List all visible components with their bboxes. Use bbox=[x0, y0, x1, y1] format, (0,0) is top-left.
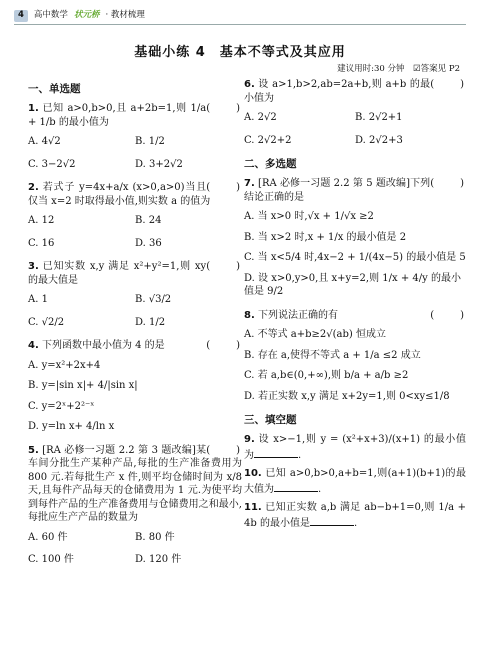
question-number: 8. bbox=[244, 309, 255, 321]
option-choice[interactable]: C. y=2ˣ+2²⁻ˣ bbox=[28, 400, 95, 412]
question-text: 已知正实数 a,b 满足 ab−b+1=0,则 1/a + 4b 的最小值是 bbox=[244, 502, 467, 529]
question-number: 9. bbox=[244, 434, 255, 446]
option-choice[interactable]: A. 不等式 a+b≥2√(ab) 恒成立 bbox=[244, 329, 386, 341]
question-text: 已知实数 x,y 满足 x²+y²=1,则 xy 的最大值是 bbox=[28, 261, 207, 286]
answer-bracket: ( ) bbox=[430, 309, 466, 321]
section-name: · 教材梳理 bbox=[105, 10, 145, 21]
option-choice[interactable]: A. 60 件 bbox=[28, 531, 68, 543]
option-choice[interactable]: C. 若 a,b∈(0,+∞),则 b/a + a/b ≥2 bbox=[244, 370, 409, 382]
question-tail: . bbox=[353, 517, 358, 529]
option-choice[interactable]: C. 当 x<5/4 时,4x−2 + 1/(4x−5) 的最小值是 5 bbox=[244, 252, 466, 264]
question-text: 已知 a>0,b>0,且 a+2b=1,则 1/a + 1/b 的最小值为 bbox=[28, 103, 207, 128]
option-choice[interactable]: C. 2√2+2 bbox=[244, 134, 292, 146]
question-number: 11. bbox=[244, 502, 262, 514]
option-choice[interactable]: A. y=x²+2x+4 bbox=[28, 359, 101, 371]
option-choice[interactable]: D. 2√2+3 bbox=[355, 134, 403, 146]
option-choice[interactable]: D. 1/2 bbox=[135, 316, 166, 328]
question-number: 2. bbox=[28, 182, 39, 194]
question-number: 4. bbox=[28, 340, 39, 352]
option-list bbox=[28, 135, 242, 171]
question bbox=[244, 309, 466, 323]
answer-bracket: ( ) bbox=[430, 178, 466, 190]
question-text: [RA 必修一习题 2.2 第 3 题改编]某车间分批生产某种产品,每批的生产准备费用为 800 元.若每批生产 x 件,则平均仓储时间为 x/8 天,且每件产品每天的仓储费用为 1 元.为使平均到每件产品的生产准备费用与仓储费用之和最小,每批应生产产品的数量为 bbox=[28, 444, 242, 524]
answer-blank[interactable] bbox=[254, 447, 298, 458]
option-list bbox=[244, 111, 466, 147]
option-choice[interactable]: D. 120 件 bbox=[135, 554, 182, 566]
option-choice[interactable]: A. 2√2 bbox=[244, 112, 277, 123]
question bbox=[28, 260, 242, 287]
option-choice[interactable]: B. 1/2 bbox=[135, 136, 165, 148]
answer-bracket: ( ) bbox=[206, 340, 242, 352]
option-choice[interactable]: C. 3−2√2 bbox=[28, 158, 76, 170]
page-header bbox=[14, 8, 466, 25]
question-text: 下列函数中最小值为 4 的是 bbox=[41, 340, 165, 352]
answer-blank[interactable] bbox=[310, 515, 354, 526]
option-choice[interactable]: C. 100 件 bbox=[28, 554, 74, 566]
option-choice[interactable]: D. 3+2√2 bbox=[135, 158, 183, 170]
question-tail: . bbox=[318, 483, 322, 495]
right-column bbox=[244, 78, 466, 535]
question-tail: . bbox=[298, 449, 302, 461]
answer-bracket: ( ) bbox=[206, 103, 242, 115]
question-number: 5. bbox=[28, 444, 39, 456]
question-text: 已知 a>0,b>0,a+b=1,则(a+1)(b+1)的最大值为 bbox=[244, 468, 466, 495]
option-list bbox=[28, 359, 242, 434]
option-choice[interactable]: D. 设 x>0,y>0,且 x+y=2,则 1/x + 4/y 的最小值是 9/2 bbox=[244, 272, 461, 298]
section-heading: 一、单选题 bbox=[28, 83, 81, 95]
section-heading: 三、填空题 bbox=[244, 414, 297, 427]
option-list bbox=[244, 210, 466, 299]
time-note: 建议用时:30 分钟 ☑答案见 P2 bbox=[337, 64, 460, 74]
question bbox=[244, 177, 466, 204]
option-list bbox=[244, 328, 466, 403]
option-list bbox=[28, 293, 242, 329]
page-title: 基础小练 4 基本不等式及其应用 bbox=[134, 45, 346, 60]
question bbox=[244, 78, 466, 105]
brand-logo: 状元桥 bbox=[73, 10, 100, 21]
option-list bbox=[28, 214, 242, 250]
question-number: 7. bbox=[244, 178, 255, 190]
question-number: 10. bbox=[244, 468, 262, 480]
question bbox=[244, 433, 466, 462]
answer-bracket: ( ) bbox=[430, 79, 466, 90]
section-heading: 二、多选题 bbox=[244, 158, 297, 170]
question-text: [RA 必修一习题 2.2 第 5 题改编]下列结论正确的是 bbox=[244, 178, 431, 203]
option-choice[interactable]: B. 24 bbox=[135, 215, 162, 227]
answer-bracket: ( ) bbox=[206, 444, 242, 456]
question-number: 1. bbox=[28, 103, 39, 115]
question-number: 3. bbox=[28, 261, 39, 273]
option-choice[interactable]: B. 存在 a,使得不等式 a + 1/a ≤2 成立 bbox=[244, 349, 421, 361]
option-choice[interactable]: B. √3/2 bbox=[135, 294, 172, 306]
question-text: 设 x>−1,则 y = (x²+x+3)/(x+1) 的最小值为 bbox=[244, 434, 467, 461]
question bbox=[28, 444, 242, 525]
question bbox=[244, 467, 466, 496]
page-number: 4 bbox=[14, 10, 28, 21]
book-name: 高中数学 bbox=[33, 10, 68, 21]
option-choice[interactable]: D. y=ln x+ 4/ln x bbox=[28, 421, 115, 433]
option-choice[interactable]: B. y=|sin x|+ 4/|sin x| bbox=[28, 380, 138, 392]
answer-blank[interactable] bbox=[274, 481, 318, 492]
question-number: 6. bbox=[244, 79, 255, 90]
question-text: 下列说法正确的有 bbox=[257, 309, 338, 321]
option-choice[interactable]: B. 当 x>2 时,x + 1/x 的最小值是 2 bbox=[244, 231, 407, 243]
option-choice[interactable]: A. 1 bbox=[28, 294, 48, 306]
option-choice[interactable]: C. 16 bbox=[28, 237, 55, 249]
option-choice[interactable]: C. √2/2 bbox=[28, 316, 65, 328]
question bbox=[28, 339, 242, 353]
option-choice[interactable]: B. 2√2+1 bbox=[355, 112, 403, 123]
question bbox=[244, 501, 466, 530]
option-choice[interactable]: D. 36 bbox=[135, 237, 162, 249]
option-choice[interactable]: D. 若正实数 x,y 满足 x+2y=1,则 0<xy≤1/8 bbox=[244, 390, 450, 402]
option-choice[interactable]: A. 12 bbox=[28, 215, 55, 227]
question-text: 设 a>1,b>2,ab=2a+b,则 a+b 的最小值为 bbox=[244, 79, 431, 104]
answer-bracket: ( ) bbox=[206, 261, 242, 273]
question bbox=[28, 102, 242, 129]
question-text: 若式子 y=4x+a/x (x>0,a>0)当且仅当 x=2 时取得最小值,则实数 a 的值为 bbox=[28, 182, 211, 207]
option-list bbox=[28, 531, 242, 567]
answer-bracket: ( ) bbox=[206, 182, 242, 194]
question bbox=[28, 181, 242, 208]
option-choice[interactable]: A. 4√2 bbox=[28, 136, 61, 148]
option-choice[interactable]: A. 当 x>0 时,√x + 1/√x ≥2 bbox=[244, 211, 374, 223]
option-choice[interactable]: B. 80 件 bbox=[135, 531, 175, 543]
left-column bbox=[28, 78, 242, 577]
